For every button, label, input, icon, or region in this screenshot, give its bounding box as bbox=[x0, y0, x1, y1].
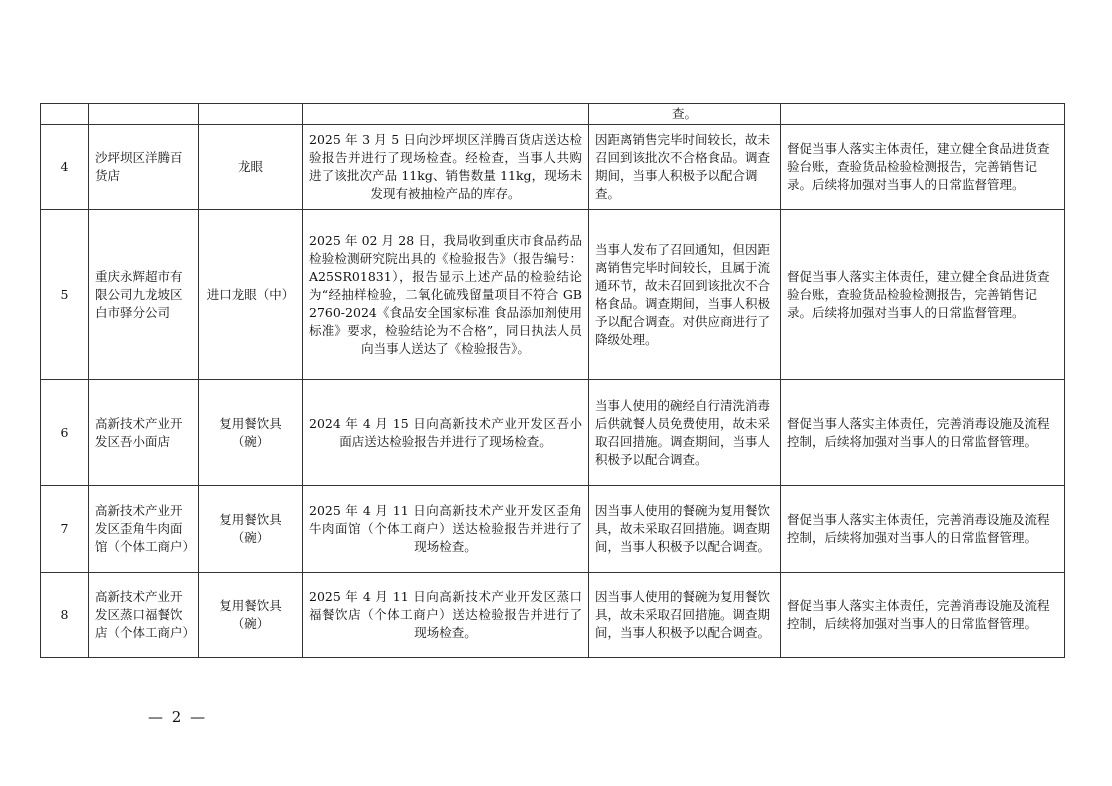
cell-situation: 2025 年 02 月 28 日，我局收到重庆市食品药品检验检测研究院出具的《检验报告》（报告编号：A25SR01831），报告显示上述产品的检验结论为“经抽样检验，二氧化硫残留量项目不符合 GB 2760-2024《食品安全国家标准 食品添加剂使用标准》要求，检验结论为不合格”，同日执法人员向当事人送达了《检验报告》。 bbox=[303, 210, 589, 380]
cell-product: 进口龙眼（中） bbox=[199, 210, 303, 380]
table-row bbox=[41, 573, 1065, 658]
cell-name bbox=[89, 104, 199, 125]
table-body bbox=[41, 104, 1065, 658]
cell-no: 4 bbox=[41, 125, 89, 210]
cell-situation: 2024 年 4 月 15 日向高新技术产业开发区吾小面店送达检验报告并进行了现场检查。 bbox=[303, 380, 589, 486]
table-row bbox=[41, 125, 1065, 210]
cell-product bbox=[199, 104, 303, 125]
cell-name: 高新技术产业开发区吾小面店 bbox=[89, 380, 199, 486]
table-row bbox=[41, 486, 1065, 573]
cell-no: 7 bbox=[41, 486, 89, 573]
cell-situation: 2025 年 3 月 5 日向沙坪坝区洋腾百货店送达检验报告并进行了现场检查。经检查，当事人共购进了该批次产品 11kg、销售数量 11kg，现场未发现有被抽检产品的库存。 bbox=[303, 125, 589, 210]
cell-measures: 督促当事人落实主体责任，完善消毒设施及流程控制，后续将加强对当事人的日常监督管理。 bbox=[781, 573, 1065, 658]
cell-measures: 督促当事人落实主体责任，完善消毒设施及流程控制，后续将加强对当事人的日常监督管理。 bbox=[781, 380, 1065, 486]
cell-measures bbox=[781, 104, 1065, 125]
cell-product: 复用餐饮具（碗） bbox=[199, 380, 303, 486]
cell-measures: 督促当事人落实主体责任，建立健全食品进货查验台账，查验货品检验检测报告，完善销售记录。后续将加强对当事人的日常监督管理。 bbox=[781, 125, 1065, 210]
page-number: — 2 — bbox=[148, 708, 208, 726]
cell-name: 高新技术产业开发区歪角牛肉面馆（个体工商户） bbox=[89, 486, 199, 573]
table-row bbox=[41, 380, 1065, 486]
cell-reason: 查。 bbox=[589, 104, 781, 125]
table-row bbox=[41, 210, 1065, 380]
cell-no: 8 bbox=[41, 573, 89, 658]
cell-reason: 因当事人使用的餐碗为复用餐饮具，故未采取召回措施。调查期间，当事人积极予以配合调查。 bbox=[589, 486, 781, 573]
cell-situation: 2025 年 4 月 11 日向高新技术产业开发区歪角牛肉面馆（个体工商户）送达检验报告并进行了现场检查。 bbox=[303, 486, 589, 573]
cell-name: 重庆永辉超市有限公司九龙坡区白市驿分公司 bbox=[89, 210, 199, 380]
table-row-continuation bbox=[41, 104, 1065, 125]
cell-measures: 督促当事人落实主体责任，建立健全食品进货查验台账，查验货品检验检测报告，完善销售记录。后续将加强对当事人的日常监督管理。 bbox=[781, 210, 1065, 380]
cell-no: 6 bbox=[41, 380, 89, 486]
cell-product: 复用餐饮具（碗） bbox=[199, 486, 303, 573]
cell-situation bbox=[303, 104, 589, 125]
cell-no: 5 bbox=[41, 210, 89, 380]
cell-name: 沙坪坝区洋腾百货店 bbox=[89, 125, 199, 210]
cell-product: 复用餐饮具（碗） bbox=[199, 573, 303, 658]
cell-no bbox=[41, 104, 89, 125]
recall-table bbox=[40, 103, 1065, 658]
cell-measures: 督促当事人落实主体责任，完善消毒设施及流程控制，后续将加强对当事人的日常监督管理。 bbox=[781, 486, 1065, 573]
cell-reason: 因距离销售完毕时间较长，故未召回到该批次不合格食品。调查期间，当事人积极予以配合调查。 bbox=[589, 125, 781, 210]
cell-reason: 当事人使用的碗经自行清洗消毒后供就餐人员免费使用，故未采取召回措施。调查期间，当事人积极予以配合调查。 bbox=[589, 380, 781, 486]
cell-product: 龙眼 bbox=[199, 125, 303, 210]
cell-name: 高新技术产业开发区蒸口福餐饮店（个体工商户） bbox=[89, 573, 199, 658]
cell-reason: 当事人发布了召回通知，但因距离销售完毕时间较长，且属于流通环节，故未召回到该批次不合格食品。调查期间，当事人积极予以配合调查。对供应商进行了降级处理。 bbox=[589, 210, 781, 380]
cell-situation: 2025 年 4 月 11 日向高新技术产业开发区蒸口福餐饮店（个体工商户）送达检验报告并进行了现场检查。 bbox=[303, 573, 589, 658]
cell-reason: 因当事人使用的餐碗为复用餐饮具，故未采取召回措施。调查期间，当事人积极予以配合调查。 bbox=[589, 573, 781, 658]
